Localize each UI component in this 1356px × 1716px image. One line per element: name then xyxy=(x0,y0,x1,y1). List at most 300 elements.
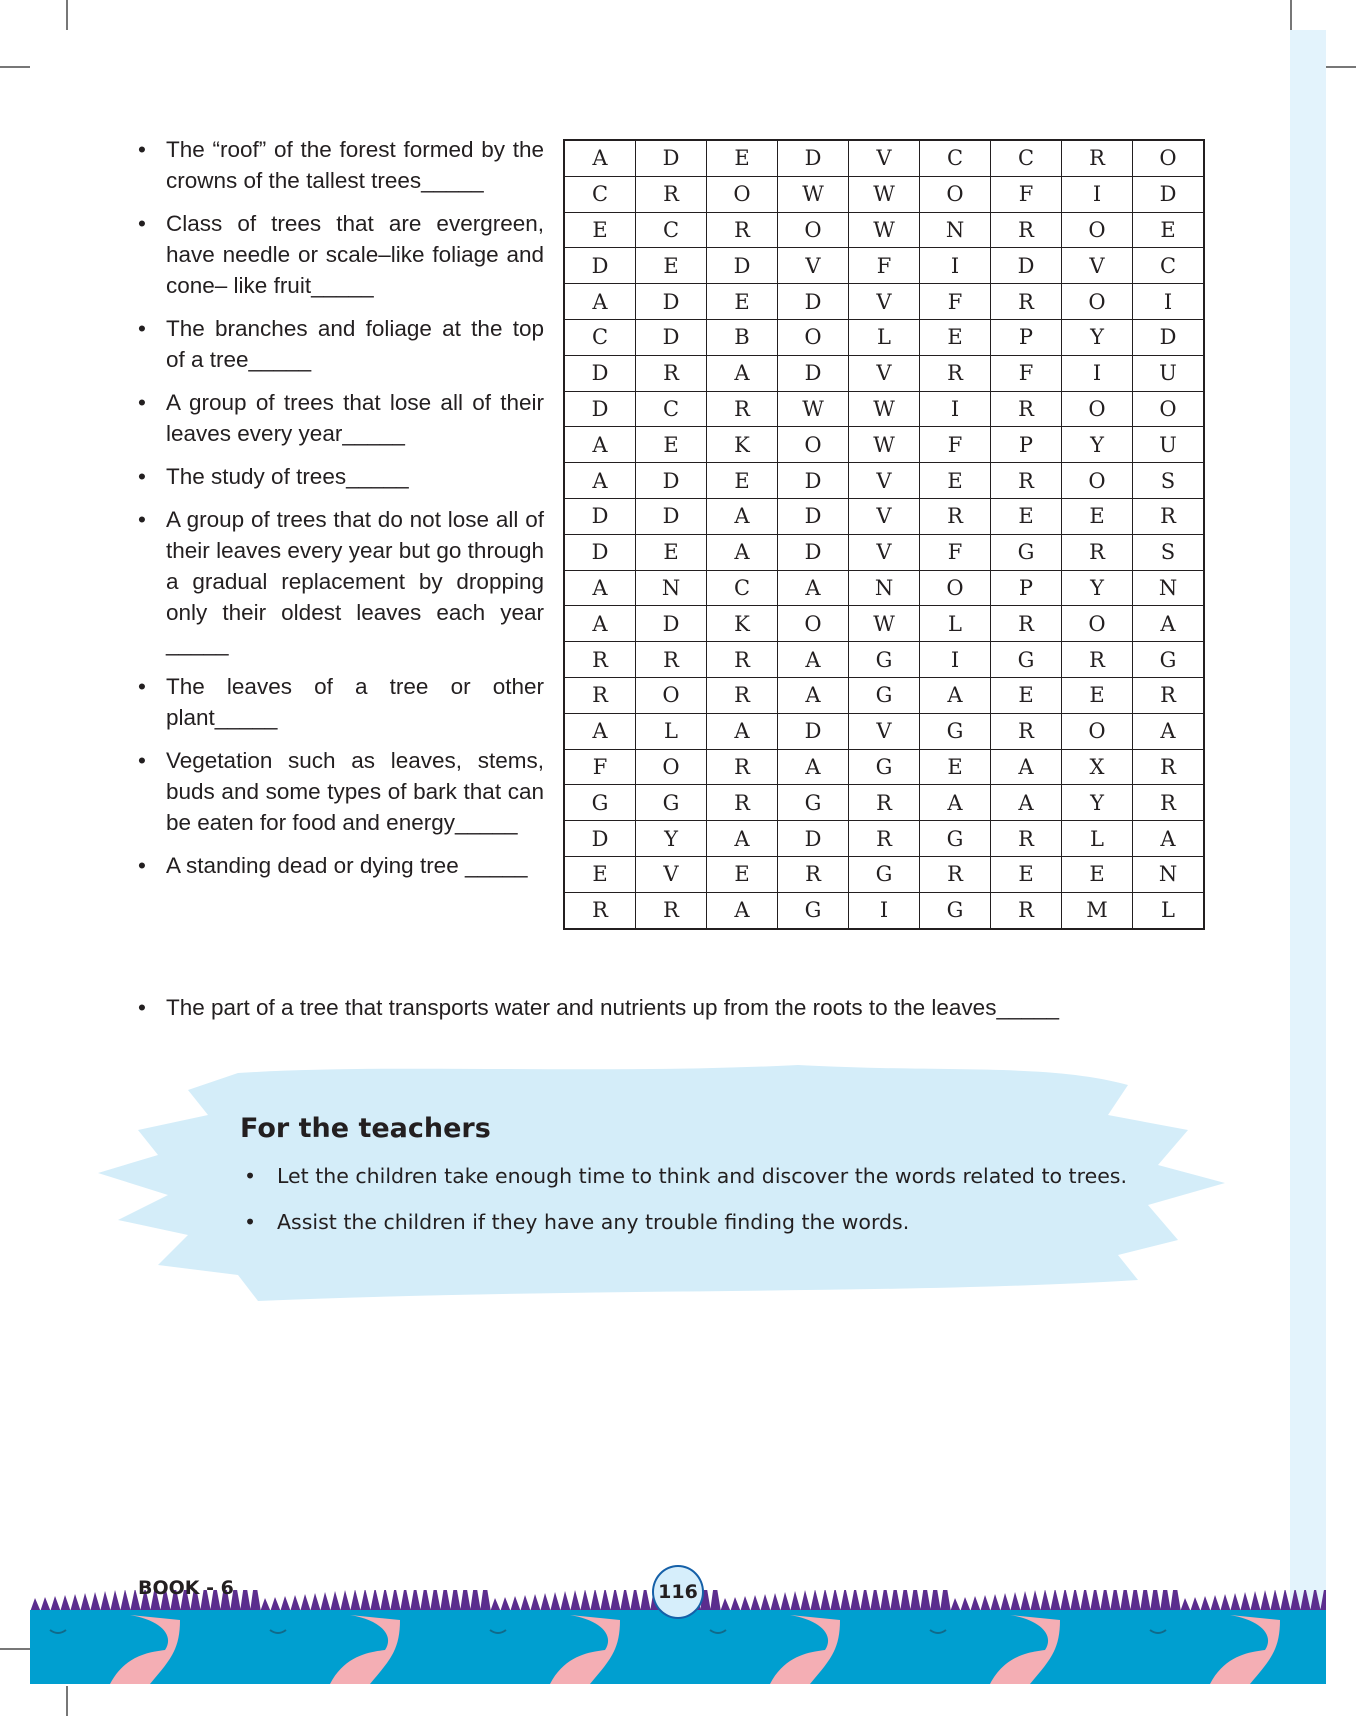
grid-cell[interactable]: P xyxy=(991,319,1062,355)
grid-cell[interactable]: C xyxy=(1133,248,1205,284)
grid-cell[interactable]: A xyxy=(707,821,778,857)
grid-cell[interactable]: R xyxy=(707,212,778,248)
tree-mark xyxy=(1040,1590,1051,1612)
grid-cell[interactable]: F xyxy=(991,176,1062,212)
grid-cell[interactable]: G xyxy=(920,713,991,749)
tree-mark xyxy=(450,1590,461,1612)
page-number xyxy=(652,1565,704,1619)
grid-cell[interactable]: C xyxy=(564,319,636,355)
grid-cell[interactable]: V xyxy=(849,498,920,534)
teacher-note-title: For the teachers xyxy=(240,1113,491,1144)
tree-mark xyxy=(50,1596,61,1612)
crop-mark xyxy=(1290,0,1292,30)
grid-cell[interactable]: O xyxy=(1062,212,1133,248)
grid-cell[interactable]: R xyxy=(991,284,1062,320)
tree-mark xyxy=(1110,1590,1121,1612)
grid-cell[interactable]: G xyxy=(991,534,1062,570)
tree-mark xyxy=(1140,1590,1151,1612)
grid-cell[interactable]: D xyxy=(636,606,707,642)
grid-cell[interactable]: B xyxy=(707,319,778,355)
tree-mark xyxy=(960,1597,971,1612)
grid-cell[interactable]: U xyxy=(1133,355,1205,391)
tree-mark xyxy=(560,1591,571,1612)
grid-cell[interactable]: N xyxy=(636,570,707,606)
tree-mark xyxy=(100,1591,111,1612)
grid-cell[interactable]: D xyxy=(564,355,636,391)
grid-cell[interactable]: A xyxy=(564,140,636,176)
grid-cell[interactable]: O xyxy=(778,319,849,355)
grid-cell[interactable]: L xyxy=(636,713,707,749)
grid-cell[interactable]: R xyxy=(636,176,707,212)
grid-cell[interactable]: S xyxy=(1133,463,1205,499)
crop-mark xyxy=(0,1648,30,1650)
grid-cell[interactable]: R xyxy=(707,785,778,821)
grid-row xyxy=(564,427,1204,463)
grid-cell[interactable]: R xyxy=(636,355,707,391)
tree-mark xyxy=(900,1590,911,1612)
tree-mark xyxy=(1070,1590,1081,1612)
grid-row xyxy=(564,391,1204,427)
grid-cell[interactable]: L xyxy=(920,606,991,642)
tree-mark xyxy=(260,1598,271,1612)
grid-cell[interactable]: E xyxy=(636,248,707,284)
grid-cell[interactable]: A xyxy=(778,642,849,678)
grid-cell[interactable]: N xyxy=(920,212,991,248)
grid-row xyxy=(564,176,1204,212)
grid-cell[interactable]: D xyxy=(636,463,707,499)
grid-cell[interactable]: O xyxy=(920,176,991,212)
grid-cell[interactable]: R xyxy=(564,892,636,928)
tree-mark xyxy=(940,1590,951,1612)
tree-mark xyxy=(910,1590,921,1612)
grid-cell[interactable]: A xyxy=(564,284,636,320)
clue: • The leaves of a tree or other plant_____ xyxy=(138,671,544,733)
tree-mark xyxy=(790,1591,801,1612)
grid-cell[interactable]: E xyxy=(564,212,636,248)
grid-cell[interactable]: E xyxy=(707,856,778,892)
grid-cell[interactable]: E xyxy=(707,463,778,499)
grid-cell[interactable]: D xyxy=(778,534,849,570)
clue: • A group of trees that lose all of their leaves every year_____ xyxy=(138,387,544,449)
grid-cell[interactable]: D xyxy=(564,391,636,427)
grid-cell[interactable]: A xyxy=(564,463,636,499)
crop-mark xyxy=(66,0,68,30)
grid-cell[interactable]: R xyxy=(991,892,1062,928)
grid-cell[interactable]: O xyxy=(1062,391,1133,427)
grid-cell[interactable]: G xyxy=(920,892,991,928)
grid-cell[interactable]: I xyxy=(920,391,991,427)
grid-cell[interactable]: G xyxy=(1133,642,1205,678)
tree-mark xyxy=(1160,1590,1171,1612)
grid-cell[interactable]: X xyxy=(1062,749,1133,785)
tree-mark xyxy=(330,1591,341,1612)
tree-mark xyxy=(1060,1590,1071,1612)
grid-cell[interactable]: E xyxy=(920,319,991,355)
tree-mark xyxy=(750,1595,761,1612)
tree-mark xyxy=(600,1590,611,1612)
tree-mark xyxy=(410,1590,421,1612)
clue-last: • The part of a tree that transports water and nutrients up from the roots to the leaves_____ xyxy=(138,992,1059,1024)
grid-cell[interactable]: E xyxy=(1062,856,1133,892)
grid-cell[interactable]: R xyxy=(1133,498,1205,534)
grid-cell[interactable]: I xyxy=(1062,176,1133,212)
tree-mark xyxy=(970,1596,981,1612)
grid-cell[interactable]: D xyxy=(991,248,1062,284)
grid-cell[interactable]: R xyxy=(920,498,991,534)
grid-cell[interactable]: A xyxy=(920,785,991,821)
tree-mark xyxy=(780,1592,791,1612)
grid-cell[interactable]: W xyxy=(849,391,920,427)
grid-cell[interactable]: V xyxy=(849,713,920,749)
grid-cell[interactable]: R xyxy=(991,212,1062,248)
grid-cell[interactable]: V xyxy=(849,355,920,391)
tree-mark xyxy=(250,1590,261,1612)
grid-cell[interactable]: A xyxy=(920,677,991,713)
grid-cell[interactable]: D xyxy=(564,821,636,857)
grid-cell[interactable]: V xyxy=(778,248,849,284)
tree-mark xyxy=(740,1596,751,1612)
grid-cell[interactable]: O xyxy=(1133,391,1205,427)
grid-cell[interactable]: O xyxy=(778,606,849,642)
tree-mark xyxy=(110,1590,121,1612)
grid-cell[interactable]: E xyxy=(636,534,707,570)
grid-cell[interactable]: A xyxy=(778,749,849,785)
grid-row xyxy=(564,892,1204,928)
grid-cell[interactable]: A xyxy=(707,534,778,570)
grid-cell[interactable]: E xyxy=(1133,212,1205,248)
grid-cell[interactable]: C xyxy=(636,212,707,248)
grid-cell[interactable]: O xyxy=(1062,606,1133,642)
grid-cell[interactable]: O xyxy=(778,427,849,463)
grid-cell[interactable]: D xyxy=(636,284,707,320)
grid-cell[interactable]: R xyxy=(1062,642,1133,678)
tree-mark xyxy=(980,1595,991,1612)
tree-mark xyxy=(1080,1590,1091,1612)
grid-cell[interactable]: E xyxy=(920,749,991,785)
grid-cell[interactable]: A xyxy=(564,570,636,606)
grid-cell[interactable]: R xyxy=(920,856,991,892)
grid-cell[interactable]: R xyxy=(920,355,991,391)
grid-cell[interactable]: C xyxy=(564,176,636,212)
grid-cell[interactable]: G xyxy=(636,785,707,821)
grid-cell[interactable]: V xyxy=(849,140,920,176)
tree-mark xyxy=(500,1597,511,1612)
grid-cell[interactable]: D xyxy=(707,248,778,284)
grid-cell[interactable]: L xyxy=(1062,821,1133,857)
grid-cell[interactable]: K xyxy=(707,606,778,642)
grid-cell[interactable]: E xyxy=(564,856,636,892)
tree-mark xyxy=(990,1594,1001,1612)
tree-mark xyxy=(370,1590,381,1612)
tree-mark xyxy=(760,1594,771,1612)
grid-cell[interactable]: W xyxy=(849,176,920,212)
grid-cell[interactable]: N xyxy=(849,570,920,606)
grid-cell[interactable]: E xyxy=(920,463,991,499)
tree-mark xyxy=(90,1592,101,1612)
grid-cell[interactable]: R xyxy=(636,642,707,678)
tree-mark xyxy=(80,1593,91,1612)
grid-cell[interactable]: D xyxy=(636,498,707,534)
grid-cell[interactable]: Y xyxy=(1062,427,1133,463)
grid-cell[interactable]: E xyxy=(991,677,1062,713)
tree-mark xyxy=(1190,1597,1201,1612)
grid-cell[interactable]: E xyxy=(991,856,1062,892)
grid-cell[interactable]: R xyxy=(1133,677,1205,713)
grid-cell[interactable]: C xyxy=(707,570,778,606)
grid-cell[interactable]: A xyxy=(1133,821,1205,857)
tree-mark xyxy=(1260,1590,1271,1612)
grid-cell[interactable]: D xyxy=(564,534,636,570)
grid-cell[interactable]: D xyxy=(564,498,636,534)
tree-mark xyxy=(1250,1591,1261,1612)
tree-mark xyxy=(840,1590,851,1612)
grid-cell[interactable]: A xyxy=(707,355,778,391)
clue: • The study of trees_____ xyxy=(138,461,544,492)
grid-cell[interactable]: K xyxy=(707,427,778,463)
grid-row xyxy=(564,821,1204,857)
grid-cell[interactable]: G xyxy=(778,892,849,928)
tree-mark xyxy=(360,1590,371,1612)
grid-cell[interactable]: A xyxy=(707,713,778,749)
tree-mark xyxy=(580,1590,591,1612)
tree-mark xyxy=(590,1590,601,1612)
tree-mark xyxy=(1200,1596,1211,1612)
grid-cell[interactable]: V xyxy=(849,463,920,499)
tree-mark xyxy=(1170,1590,1181,1612)
grid-cell[interactable]: O xyxy=(1062,463,1133,499)
grid-cell[interactable]: O xyxy=(1062,713,1133,749)
tree-mark xyxy=(320,1592,331,1612)
grid-cell[interactable]: A xyxy=(564,427,636,463)
tree-mark xyxy=(70,1594,81,1612)
grid-cell[interactable]: D xyxy=(1133,176,1205,212)
grid-row xyxy=(564,498,1204,534)
grid-cell[interactable]: E xyxy=(1062,498,1133,534)
grid-cell[interactable]: E xyxy=(1062,677,1133,713)
grid-cell[interactable]: M xyxy=(1062,892,1133,928)
grid-cell[interactable]: R xyxy=(707,391,778,427)
grid-cell[interactable]: R xyxy=(707,642,778,678)
grid-cell[interactable]: A xyxy=(707,892,778,928)
grid-cell[interactable]: Y xyxy=(1062,570,1133,606)
grid-cell[interactable]: G xyxy=(849,642,920,678)
grid-cell[interactable]: R xyxy=(1062,140,1133,176)
grid-cell[interactable]: D xyxy=(778,284,849,320)
grid-cell[interactable]: W xyxy=(778,391,849,427)
grid-cell[interactable]: R xyxy=(564,677,636,713)
grid-cell[interactable]: I xyxy=(849,892,920,928)
grid-cell[interactable]: V xyxy=(1062,248,1133,284)
grid-cell[interactable]: F xyxy=(920,284,991,320)
grid-cell[interactable]: G xyxy=(564,785,636,821)
tree-mark xyxy=(1320,1590,1326,1612)
tree-mark xyxy=(1230,1593,1241,1612)
tree-mark xyxy=(640,1590,651,1612)
grid-cell[interactable]: A xyxy=(1133,713,1205,749)
grid-cell[interactable]: I xyxy=(1062,355,1133,391)
grid-cell[interactable]: E xyxy=(991,498,1062,534)
grid-cell[interactable]: G xyxy=(849,856,920,892)
grid-cell[interactable]: G xyxy=(849,749,920,785)
grid-cell[interactable]: V xyxy=(849,284,920,320)
grid-cell[interactable]: D xyxy=(778,355,849,391)
tree-mark xyxy=(1180,1598,1191,1612)
grid-cell[interactable]: R xyxy=(707,749,778,785)
grid-cell[interactable]: O xyxy=(778,212,849,248)
grid-cell[interactable]: D xyxy=(636,140,707,176)
grid-cell[interactable]: E xyxy=(636,427,707,463)
tree-mark xyxy=(870,1590,881,1612)
grid-row xyxy=(564,140,1204,176)
grid-cell[interactable]: A xyxy=(564,713,636,749)
grid-cell[interactable]: I xyxy=(1133,284,1205,320)
grid-cell[interactable]: Y xyxy=(636,821,707,857)
grid-cell[interactable]: U xyxy=(1133,427,1205,463)
grid-cell[interactable]: O xyxy=(1133,140,1205,176)
tree-mark xyxy=(850,1590,861,1612)
grid-cell[interactable]: D xyxy=(778,140,849,176)
crop-mark xyxy=(0,66,30,68)
grid-cell[interactable]: F xyxy=(920,427,991,463)
grid-cell[interactable]: L xyxy=(1133,892,1205,928)
tree-mark xyxy=(860,1590,871,1612)
tree-mark xyxy=(1280,1590,1291,1612)
grid-cell[interactable]: R xyxy=(849,821,920,857)
tree-mark xyxy=(440,1590,451,1612)
grid-cell[interactable]: R xyxy=(1133,749,1205,785)
grid-cell[interactable]: A xyxy=(991,785,1062,821)
grid-cell[interactable]: W xyxy=(849,212,920,248)
grid-cell[interactable]: A xyxy=(778,677,849,713)
grid-cell[interactable]: O xyxy=(636,677,707,713)
grid-cell[interactable]: R xyxy=(707,677,778,713)
grid-cell[interactable]: R xyxy=(991,463,1062,499)
tree-mark xyxy=(120,1590,131,1612)
grid-row xyxy=(564,570,1204,606)
grid-cell[interactable]: R xyxy=(991,391,1062,427)
grid-cell[interactable]: D xyxy=(778,713,849,749)
grid-cell[interactable]: G xyxy=(920,821,991,857)
grid-cell[interactable]: A xyxy=(778,570,849,606)
grid-cell[interactable]: Y xyxy=(1062,785,1133,821)
grid-cell[interactable]: F xyxy=(849,248,920,284)
tree-mark xyxy=(400,1590,411,1612)
tree-mark xyxy=(1300,1590,1311,1612)
grid-cell[interactable]: O xyxy=(1062,284,1133,320)
grid-cell[interactable]: P xyxy=(991,570,1062,606)
tree-mark xyxy=(380,1590,391,1612)
tree-mark xyxy=(300,1594,311,1612)
grid-cell[interactable]: F xyxy=(564,749,636,785)
grid-cell[interactable]: V xyxy=(849,534,920,570)
grid-cell[interactable]: R xyxy=(991,713,1062,749)
grid-cell[interactable]: C xyxy=(991,140,1062,176)
page-edge-strip xyxy=(1290,30,1326,1684)
grid-cell[interactable]: G xyxy=(778,785,849,821)
tree-mark xyxy=(920,1590,931,1612)
tree-mark xyxy=(1050,1590,1061,1612)
grid-cell[interactable]: A xyxy=(707,498,778,534)
tree-mark xyxy=(30,1598,41,1612)
grid-cell[interactable]: L xyxy=(849,319,920,355)
grid-row xyxy=(564,355,1204,391)
grid-cell[interactable]: E xyxy=(707,284,778,320)
grid-cell[interactable]: G xyxy=(991,642,1062,678)
grid-cell[interactable]: S xyxy=(1133,534,1205,570)
grid-cell[interactable]: A xyxy=(991,749,1062,785)
grid-cell[interactable]: P xyxy=(991,427,1062,463)
grid-cell[interactable]: A xyxy=(1133,606,1205,642)
grid-cell[interactable]: R xyxy=(849,785,920,821)
grid-cell[interactable]: R xyxy=(1062,534,1133,570)
grid-cell[interactable]: W xyxy=(778,176,849,212)
grid-cell[interactable]: R xyxy=(991,606,1062,642)
tree-mark xyxy=(510,1596,521,1612)
tree-mark xyxy=(1310,1590,1321,1612)
clue-list xyxy=(138,134,544,893)
grid-row xyxy=(564,677,1204,713)
tree-mark xyxy=(1210,1595,1221,1612)
tree-mark xyxy=(550,1592,561,1612)
grid-cell[interactable]: E xyxy=(707,140,778,176)
tree-mark xyxy=(1020,1591,1031,1612)
grid-cell[interactable]: I xyxy=(920,248,991,284)
tree-mark xyxy=(1010,1592,1021,1612)
grid-row xyxy=(564,248,1204,284)
tree-mark xyxy=(280,1596,291,1612)
grid-cell[interactable]: O xyxy=(707,176,778,212)
grid-cell[interactable]: R xyxy=(778,856,849,892)
tree-mark xyxy=(1220,1594,1231,1612)
clue: • A group of trees that do not lose all of their leaves every year but go through a gradual replacement by dropping only their oldest leaves each year _____ xyxy=(138,504,544,659)
grid-cell[interactable]: R xyxy=(636,892,707,928)
grid-cell[interactable]: R xyxy=(1133,785,1205,821)
grid-row xyxy=(564,212,1204,248)
grid-cell[interactable]: A xyxy=(564,606,636,642)
grid-cell[interactable]: Y xyxy=(1062,319,1133,355)
grid-cell[interactable]: F xyxy=(920,534,991,570)
grid-cell[interactable]: D xyxy=(564,248,636,284)
grid-cell[interactable]: W xyxy=(849,427,920,463)
grid-cell[interactable]: V xyxy=(636,856,707,892)
tree-mark xyxy=(770,1593,781,1612)
tree-mark xyxy=(1000,1593,1011,1612)
grid-cell[interactable]: N xyxy=(1133,856,1205,892)
grid-cell[interactable]: D xyxy=(778,498,849,534)
word-search-grid xyxy=(563,139,1205,930)
tree-mark xyxy=(530,1594,541,1612)
grid-cell[interactable]: W xyxy=(849,606,920,642)
grid-cell[interactable]: C xyxy=(636,391,707,427)
grid-cell[interactable]: C xyxy=(920,140,991,176)
grid-cell[interactable]: R xyxy=(991,821,1062,857)
grid-cell[interactable]: N xyxy=(1133,570,1205,606)
grid-cell[interactable]: O xyxy=(636,749,707,785)
grid-cell[interactable]: D xyxy=(778,821,849,857)
grid-cell[interactable]: O xyxy=(920,570,991,606)
grid-cell[interactable]: F xyxy=(991,355,1062,391)
grid-cell[interactable]: I xyxy=(920,642,991,678)
grid-cell[interactable]: D xyxy=(778,463,849,499)
tree-mark xyxy=(310,1593,321,1612)
grid-row xyxy=(564,713,1204,749)
grid-cell[interactable]: R xyxy=(564,642,636,678)
tree-mark xyxy=(350,1590,361,1612)
tree-mark xyxy=(630,1590,641,1612)
grid-cell[interactable]: D xyxy=(636,319,707,355)
grid-cell[interactable]: D xyxy=(1133,319,1205,355)
grid-cell[interactable]: G xyxy=(849,677,920,713)
